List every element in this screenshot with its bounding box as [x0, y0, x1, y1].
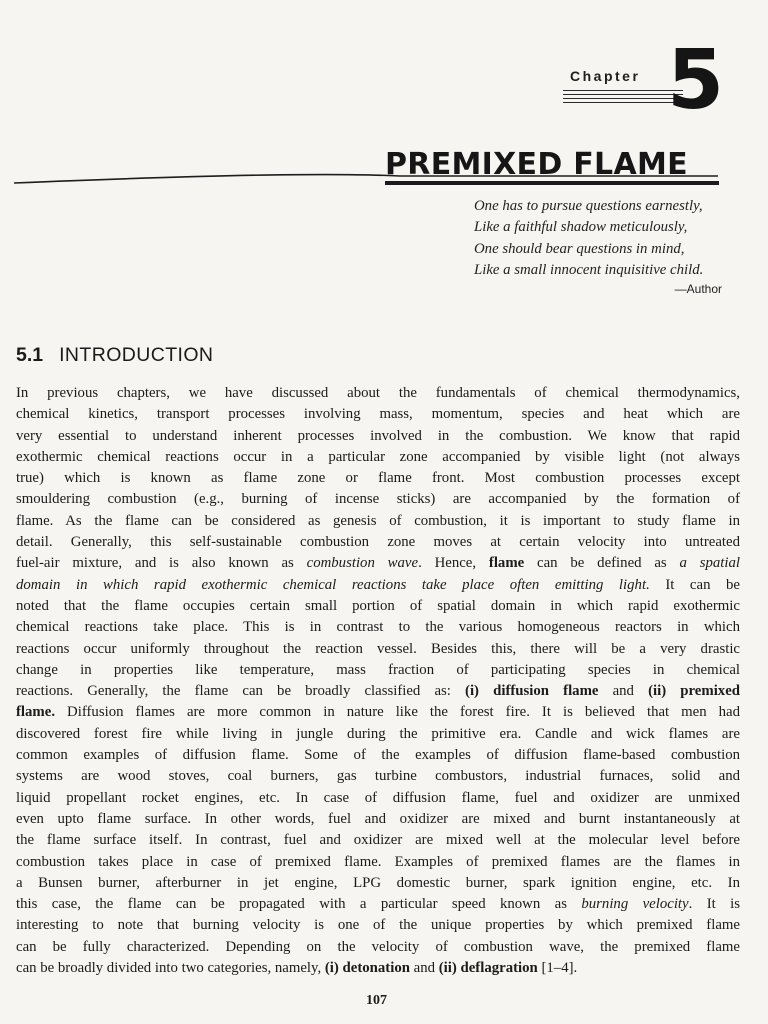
- text-run: reactions. Generally, the flame can be broadly classified as:: [16, 683, 466, 700]
- text-run: noted that the flame occupies certain small portion of spatial domain in which rapid exothermic: [16, 597, 740, 614]
- section-heading: [16, 344, 213, 367]
- body-line: [16, 617, 740, 638]
- bold-term: (i) diffusion flame: [465, 683, 599, 700]
- body-line: [16, 852, 740, 873]
- text-run: true) which is known as flame zone or flame front. Most combustion processes except: [16, 470, 740, 487]
- body-line: [16, 553, 740, 574]
- text-run: and: [409, 960, 439, 977]
- text-run: common examples of diffusion flame. Some of the examples of diffusion flame-based combustion: [16, 747, 740, 764]
- text-run: detail. Generally, this self-sustainable combustion zone moves at certain velocity into untreated: [16, 534, 740, 551]
- body-line: [16, 511, 740, 532]
- body-line: [16, 937, 740, 958]
- text-run: systems are wood stoves, coal burners, gas turbine combustors, industrial furnaces, solid and: [16, 768, 740, 785]
- text-run: . It is: [688, 896, 740, 913]
- text-run: It can be: [649, 576, 740, 593]
- bold-term: flame.: [16, 704, 56, 721]
- body-line: [16, 958, 740, 979]
- text-run: the flame surface itself. In contrast, fuel and oxidizer are mixed well at the molecular level before: [16, 832, 740, 849]
- body-line: [16, 489, 740, 510]
- bold-term: (ii) deflagration: [438, 960, 538, 977]
- chapter-number: 5: [667, 33, 725, 128]
- italic-term: combustion wave: [306, 555, 419, 572]
- text-run: flame. As the flame can be considered as genesis of combustion, it is important to study flame in: [16, 512, 740, 529]
- chapter-title: PREMIXED FLAME: [385, 147, 688, 182]
- bold-term: flame: [488, 555, 525, 572]
- body-line: [16, 915, 740, 936]
- text-run: a Bunsen burner, afterburner in jet engine, LPG domestic burner, spark ignition engine, etc. In: [16, 874, 740, 891]
- body-line: [16, 724, 740, 745]
- body-line: [16, 873, 740, 894]
- text-run: this case, the flame can be propagated with a particular speed known as: [16, 896, 582, 913]
- body-line: [16, 447, 740, 468]
- epigraph-line: Like a small innocent inquisitive child.: [474, 261, 704, 278]
- body-line: [16, 788, 740, 809]
- text-run: smouldering combustion (e.g., burning of incense sticks) are accompanied by the formation of: [16, 491, 740, 508]
- text-run: fuel-air mixture, and is also known as: [16, 555, 307, 572]
- text-run: can be fully characterized. Depending on the velocity of combustion wave, the premixed flame: [16, 938, 740, 955]
- body-line: [16, 426, 740, 447]
- body-line: [16, 681, 740, 702]
- epigraph-attribution: —Author: [674, 282, 722, 297]
- text-run: exothermic chemical reactions occur in a particular zone accompanied by visible light (not always: [16, 448, 740, 465]
- text-run: In previous chapters, we have discussed about the fundamentals of chemical thermodynamics,: [16, 385, 740, 401]
- epigraph-line: One should bear questions in mind,: [474, 240, 685, 257]
- body-line: [16, 830, 740, 851]
- epigraph-line: Like a faithful shadow meticulously,: [474, 219, 688, 236]
- text-run: liquid propellant rocket engines, etc. In case of diffusion flame, fuel and oxidizer are unmixed: [16, 789, 740, 806]
- text-run: [1–4].: [537, 960, 578, 977]
- text-run: interesting to note that burning velocity is one of the unique properties by which premixed flame: [16, 917, 740, 934]
- page-number: 107: [366, 993, 387, 1008]
- body-line: [16, 575, 740, 596]
- body-line: [16, 404, 740, 425]
- text-run: discovered forest fire while living in jungle during the primitive era. Candle and wick flames are: [16, 725, 740, 742]
- section-number: 5.1: [16, 344, 44, 366]
- body-line: [16, 660, 740, 681]
- text-run: can be broadly divided into two categories, namely,: [16, 960, 325, 977]
- body-paragraph: [16, 383, 740, 979]
- italic-term: a spatial: [679, 555, 740, 572]
- section-title: INTRODUCTION: [59, 344, 214, 366]
- text-run: combustion takes place in case of premixed flame. Examples of premixed flames are the flames in: [16, 853, 740, 870]
- body-line: [16, 809, 740, 830]
- text-run: change in properties like temperature, mass fraction of participating species in chemical: [16, 661, 740, 678]
- text-run: and: [598, 683, 649, 700]
- text-run: very essential to understand inherent processes involved in the combustion. We know that rapid: [16, 427, 740, 444]
- body-line: [16, 702, 740, 723]
- text-run: . Hence,: [418, 555, 489, 572]
- text-run: chemical reactions take place. This is in contrast to the various homogeneous reactors in which: [16, 619, 740, 636]
- body-line: [16, 639, 740, 660]
- text-run: reactions occur uniformly throughout the reaction vessel. Besides this, there will be a very drastic: [16, 640, 740, 657]
- epigraph: [474, 196, 722, 298]
- chapter-label: Chapter: [570, 68, 641, 84]
- body-line: [16, 766, 740, 787]
- text-run: chemical kinetics, transport processes involving mass, momentum, species and heat which are: [16, 406, 740, 423]
- text-run: Diffusion flames are more common in nature like the forest fire. It is believed that men had: [55, 704, 740, 721]
- body-line: [16, 596, 740, 617]
- body-line: [16, 532, 740, 553]
- body-line: [16, 894, 740, 915]
- body-line: [16, 383, 740, 404]
- text-run: even upto flame surface. In other words, fuel and oxidizer are mixed and burnt instantaneously at: [16, 810, 740, 827]
- italic-term: burning velocity: [581, 896, 689, 913]
- italic-term: domain in which rapid exothermic chemical reactions take place often emitting light.: [16, 576, 650, 593]
- bold-term: (i) detonation: [324, 960, 410, 977]
- bold-term: (ii) premixed: [648, 683, 741, 700]
- text-run: can be defined as: [524, 555, 680, 572]
- epigraph-line: One has to pursue questions earnestly,: [474, 198, 703, 214]
- body-line: [16, 468, 740, 489]
- body-line: [16, 745, 740, 766]
